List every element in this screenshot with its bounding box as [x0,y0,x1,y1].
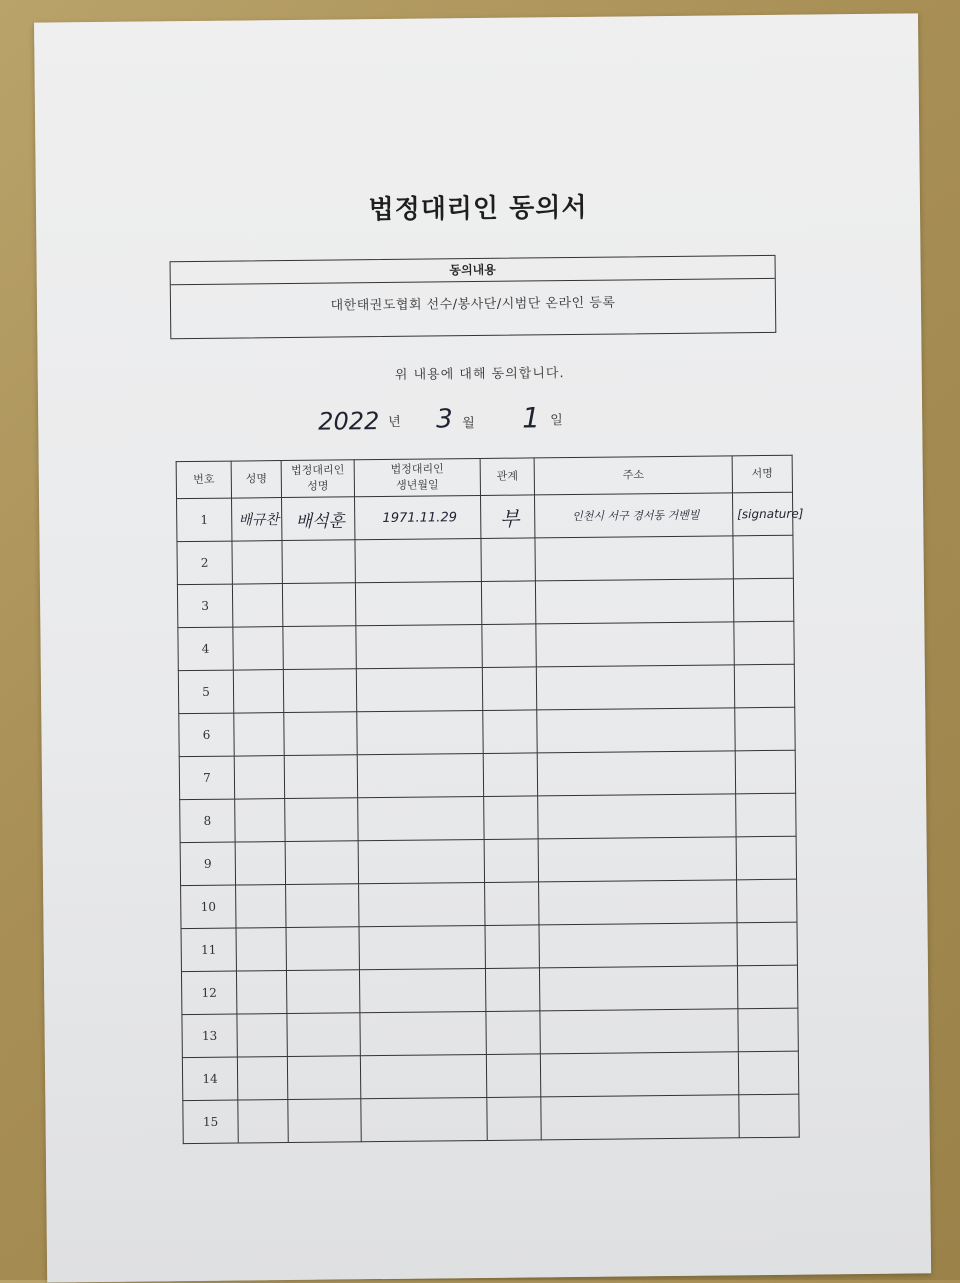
cell-number: 14 [182,1057,237,1101]
cell-signature[interactable] [737,879,797,923]
cell-address[interactable] [535,579,733,624]
agree-statement: 위 내용에 대해 동의합니다. [394,366,565,383]
cell-relation[interactable] [485,968,539,1012]
cell-signature[interactable] [732,492,804,536]
cell-relation[interactable] [486,1011,540,1055]
table-row [182,1008,798,1057]
date-day-unit: 일 [550,413,563,429]
table-row [182,1051,798,1100]
cell-address[interactable] [540,1052,738,1097]
cell-guardian-name[interactable] [283,669,356,713]
cell-number: 15 [183,1100,238,1144]
cell-name[interactable] [237,1014,287,1058]
cell-guardian-name[interactable] [282,583,355,627]
cell-guardian-name-text: 배석훈 [295,510,346,532]
cell-signature[interactable] [736,836,796,880]
cell-signature[interactable] [735,750,795,794]
cell-address[interactable] [537,708,735,753]
paper-sheet [34,13,931,1282]
cell-number: 11 [181,928,236,972]
cell-address[interactable] [534,493,732,538]
cell-number: 8 [180,799,235,843]
table-row [179,707,795,756]
table-row [178,664,794,713]
cell-guardian-name[interactable] [286,927,359,971]
cell-address[interactable] [539,880,737,925]
header-signature: 서명 [732,455,792,493]
table-row [177,492,793,541]
table-row [181,879,797,928]
cell-name[interactable] [236,971,286,1015]
cell-guardian-birth[interactable] [357,753,483,797]
cell-address[interactable] [536,665,734,710]
cell-number: 5 [178,670,233,714]
cell-name[interactable] [232,584,282,628]
date-year-unit: 년 [388,414,401,430]
cell-name[interactable] [232,498,282,542]
cell-signature[interactable] [734,664,794,708]
cell-number: 2 [177,541,232,585]
cell-address[interactable] [539,966,737,1011]
cell-guardian-birth[interactable] [360,1011,486,1055]
cell-relation[interactable] [483,710,537,754]
cell-signature[interactable] [736,793,796,837]
cell-relation-text: 부 [499,506,520,531]
cell-guardian-name[interactable] [285,841,358,885]
cell-signature[interactable] [737,965,797,1009]
cell-guardian-birth[interactable] [357,710,483,754]
cell-guardian-birth[interactable] [355,495,481,539]
document-title: 법정대리인 동의서 [368,192,588,226]
cell-signature[interactable] [738,1051,798,1095]
cell-address[interactable] [538,837,736,882]
cell-number: 9 [180,842,235,886]
cell-name[interactable] [232,541,282,585]
date-day: 1 [522,401,541,435]
cell-name[interactable] [234,756,284,800]
cell-name[interactable] [235,799,285,843]
cell-name[interactable] [236,928,286,972]
cell-relation[interactable] [486,1054,540,1098]
cell-guardian-name[interactable] [286,884,359,928]
cell-guardian-name[interactable] [284,712,357,756]
cell-number: 12 [181,971,236,1015]
date-line [308,403,608,442]
date-month: 3 [436,404,453,435]
table-row [181,965,797,1014]
table-row [177,535,793,584]
cell-name[interactable] [234,713,284,757]
cell-relation[interactable] [484,796,538,840]
cell-name[interactable] [233,670,283,714]
cell-signature[interactable] [735,707,795,751]
cell-guardian-birth[interactable] [359,882,485,926]
cell-guardian-name[interactable] [286,970,359,1014]
cell-relation[interactable] [485,925,539,969]
consent-body: 대한태권도협회 선수/봉사단/시범단 온라인 등록 [330,295,616,314]
header-guardian-name: 법정대리인 성명 [281,460,354,498]
cell-address-text: 인천시 서구 경서동 거벤빌 [571,508,700,524]
cell-guardian-name[interactable] [282,540,355,584]
cell-guardian-birth[interactable] [356,624,482,668]
cell-address[interactable] [541,1095,739,1140]
table-header-row [176,455,792,498]
cell-signature-text: [signature] [737,506,804,522]
cell-address[interactable] [538,794,736,839]
cell-guardian-name[interactable] [287,1013,360,1057]
cell-guardian-birth[interactable] [358,796,484,840]
cell-guardian-birth[interactable] [355,538,481,582]
registration-table [176,455,804,1144]
cell-guardian-birth[interactable] [359,925,485,969]
cell-name[interactable] [236,885,286,929]
cell-guardian-birth[interactable] [360,1054,486,1098]
cell-guardian-name[interactable] [284,755,357,799]
header-guardian-birth: 법정대리인 생년월일 [354,458,480,496]
cell-signature[interactable] [734,621,794,665]
cell-address[interactable] [535,536,733,581]
consent-box [170,255,777,339]
cell-relation[interactable] [481,495,535,539]
cell-name[interactable] [238,1100,288,1144]
date-year: 2022 [318,407,380,436]
table-row [181,922,797,971]
cell-number: 10 [181,885,236,929]
cell-guardian-name[interactable] [283,626,356,670]
cell-guardian-birth[interactable] [361,1097,487,1141]
cell-relation[interactable] [481,581,535,625]
cell-number: 4 [178,627,233,671]
cell-signature[interactable] [738,1008,798,1052]
cell-address[interactable] [537,751,735,796]
cell-relation[interactable] [484,839,538,883]
cell-address[interactable] [539,923,737,968]
header-relation: 관계 [480,458,534,496]
table-row [180,793,796,842]
table-row [179,750,795,799]
cell-address[interactable] [536,622,734,667]
cell-signature[interactable] [739,1094,799,1138]
cell-relation[interactable] [487,1097,541,1141]
consent-header: 동의내용 [171,256,775,285]
cell-relation[interactable] [485,882,539,926]
cell-name[interactable] [237,1057,287,1101]
cell-guardian-birth[interactable] [356,667,482,711]
cell-relation[interactable] [482,667,536,711]
cell-guardian-birth[interactable] [358,839,484,883]
header-number: 번호 [176,461,231,499]
date-month-unit: 월 [462,416,475,432]
cell-guardian-birth[interactable] [359,968,485,1012]
cell-signature[interactable] [733,578,793,622]
table-body [177,492,804,1143]
cell-number: 3 [177,584,232,628]
cell-guardian-name[interactable] [287,1056,360,1100]
table-row [177,578,793,627]
cell-guardian-birth-text: 1971.11.29 [382,509,458,526]
cell-relation[interactable] [481,538,535,582]
cell-number: 6 [179,713,234,757]
table-row [180,836,796,885]
header-address: 주소 [534,456,732,495]
cell-name[interactable] [233,627,283,671]
cell-guardian-name[interactable] [285,798,358,842]
cell-name[interactable] [235,842,285,886]
cell-guardian-name[interactable] [282,497,355,541]
cell-guardian-name[interactable] [288,1099,361,1143]
cell-number: 7 [179,756,234,800]
cell-number: 1 [177,498,232,542]
cell-signature[interactable] [733,535,793,579]
header-name: 성명 [231,461,281,499]
cell-relation[interactable] [483,753,537,797]
cell-name-text: 배규찬 [238,512,280,529]
cell-signature[interactable] [737,922,797,966]
table-row [183,1094,799,1143]
table-row [178,621,794,670]
cell-address[interactable] [540,1009,738,1054]
cell-number: 13 [182,1014,237,1058]
cell-relation[interactable] [482,624,536,668]
cell-guardian-birth[interactable] [355,581,481,625]
